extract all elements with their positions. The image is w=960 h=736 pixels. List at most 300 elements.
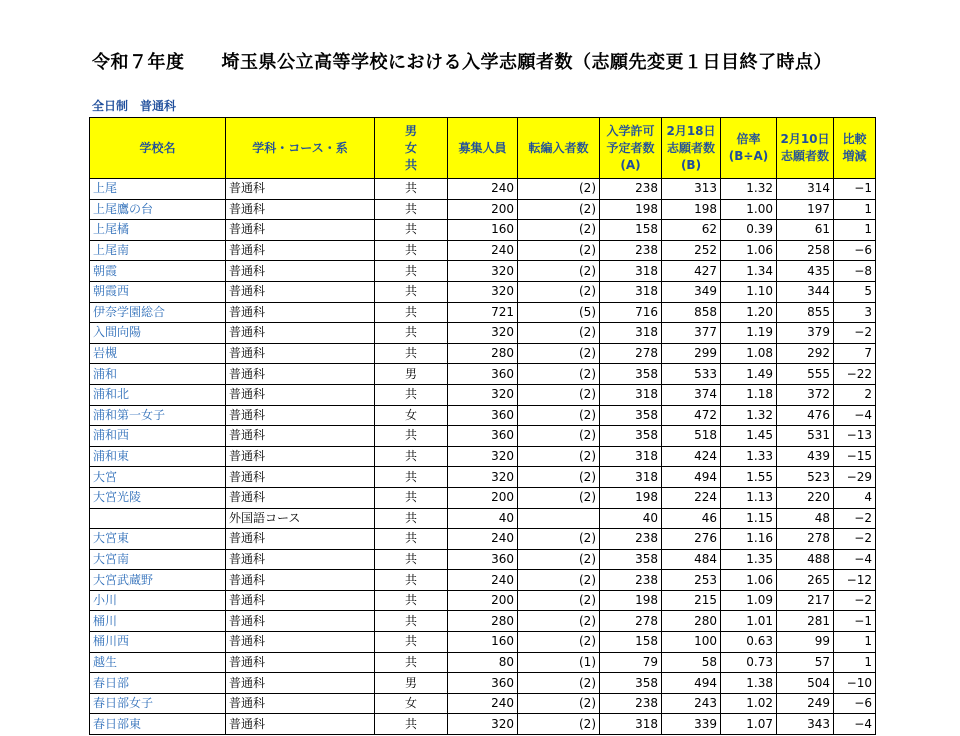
applicants-feb18-cell: 58 [662,652,721,673]
table-row [90,426,876,447]
diff-cell: −2 [834,323,876,344]
course-cell: 普通科 [226,384,375,405]
course-cell: 普通科 [226,487,375,508]
applicants-feb18-cell: 224 [662,487,721,508]
table-row [90,199,876,220]
course-cell: 普通科 [226,467,375,488]
applicants-feb18-cell: 858 [662,302,721,323]
transfer-cell: (1) [518,652,600,673]
diff-cell: 4 [834,487,876,508]
admit-cell: 238 [600,529,662,550]
table-row [90,384,876,405]
diff-cell: 3 [834,302,876,323]
applicants-feb10-cell: 265 [777,570,834,591]
diff-cell: −1 [834,179,876,200]
transfer-cell: (2) [518,570,600,591]
school-name-cell: 大宮 [90,467,226,488]
transfer-cell: (2) [518,693,600,714]
transfer-cell [518,508,600,529]
diff-cell: 2 [834,384,876,405]
recruit-cell: 721 [448,302,518,323]
recruit-cell: 320 [448,281,518,302]
recruit-cell: 240 [448,693,518,714]
gender-cell: 共 [375,529,448,550]
table-row [90,281,876,302]
recruit-cell: 240 [448,240,518,261]
header-school: 学校名 [90,118,226,179]
recruit-cell: 360 [448,549,518,570]
table-row [90,632,876,653]
school-name-cell: 入間向陽 [90,323,226,344]
table-row [90,220,876,241]
table-row [90,652,876,673]
applicants-feb10-cell: 379 [777,323,834,344]
course-cell: 普通科 [226,632,375,653]
applicants-feb10-cell: 372 [777,384,834,405]
ratio-cell: 1.06 [721,240,777,261]
table-row [90,302,876,323]
course-cell: 普通科 [226,179,375,200]
diff-cell: 1 [834,199,876,220]
admit-cell: 358 [600,364,662,385]
recruit-cell: 200 [448,199,518,220]
header-ratio: 倍率 (B÷A) [721,118,777,179]
school-name-cell: 春日部東 [90,714,226,735]
admit-cell: 318 [600,714,662,735]
applicants-feb10-cell: 217 [777,590,834,611]
applicants-feb18-cell: 313 [662,179,721,200]
applicants-feb18-cell: 349 [662,281,721,302]
school-name-cell: 岩槻 [90,343,226,364]
applicants-feb18-cell: 374 [662,384,721,405]
ratio-cell: 1.02 [721,693,777,714]
ratio-cell: 1.09 [721,590,777,611]
table-row [90,323,876,344]
admit-cell: 318 [600,446,662,467]
ratio-cell: 0.63 [721,632,777,653]
header-feb18: 2月18日 志願者数 (B) [662,118,721,179]
diff-cell: −12 [834,570,876,591]
diff-cell: −2 [834,508,876,529]
recruit-cell: 360 [448,426,518,447]
ratio-cell: 1.19 [721,323,777,344]
table-row [90,364,876,385]
recruit-cell: 320 [448,384,518,405]
course-cell: 普通科 [226,364,375,385]
school-name-cell: 大宮光陵 [90,487,226,508]
admit-cell: 318 [600,467,662,488]
recruit-cell: 280 [448,611,518,632]
applicants-feb10-cell: 57 [777,652,834,673]
course-cell: 普通科 [226,590,375,611]
transfer-cell: (2) [518,323,600,344]
ratio-cell: 1.16 [721,529,777,550]
table-row [90,714,876,735]
gender-cell: 女 [375,405,448,426]
applicants-feb10-cell: 278 [777,529,834,550]
ratio-cell: 1.45 [721,426,777,447]
ratio-cell: 1.55 [721,467,777,488]
diff-cell: 1 [834,632,876,653]
table-row [90,611,876,632]
recruit-cell: 40 [448,508,518,529]
table-row [90,590,876,611]
diff-cell: −2 [834,590,876,611]
applicants-feb18-cell: 276 [662,529,721,550]
course-cell: 普通科 [226,220,375,241]
diff-cell: −22 [834,364,876,385]
transfer-cell: (2) [518,467,600,488]
gender-cell: 共 [375,549,448,570]
diff-cell: 1 [834,652,876,673]
course-cell: 外国語コース [226,508,375,529]
recruit-cell: 160 [448,220,518,241]
table-row [90,570,876,591]
applicants-feb10-cell: 249 [777,693,834,714]
transfer-cell: (2) [518,714,600,735]
transfer-cell: (2) [518,611,600,632]
applicants-feb10-cell: 344 [777,281,834,302]
table-row [90,240,876,261]
table-row [90,673,876,694]
course-cell: 普通科 [226,261,375,282]
table-row [90,529,876,550]
applicants-feb18-cell: 424 [662,446,721,467]
transfer-cell: (2) [518,179,600,200]
table-row [90,405,876,426]
ratio-cell: 1.38 [721,673,777,694]
recruit-cell: 80 [448,652,518,673]
school-name-cell: 朝霞西 [90,281,226,302]
gender-cell: 共 [375,487,448,508]
ratio-cell: 1.06 [721,570,777,591]
applicants-feb10-cell: 61 [777,220,834,241]
table-row [90,261,876,282]
recruit-cell: 320 [448,261,518,282]
school-name-cell: 伊奈学園総合 [90,302,226,323]
school-name-cell [90,508,226,529]
applicants-feb18-cell: 472 [662,405,721,426]
gender-cell: 共 [375,632,448,653]
applicants-feb18-cell: 484 [662,549,721,570]
recruit-cell: 360 [448,364,518,385]
diff-cell: 5 [834,281,876,302]
school-name-cell: 浦和西 [90,426,226,447]
school-name-cell: 浦和第一女子 [90,405,226,426]
gender-cell: 共 [375,281,448,302]
header-admit: 入学許可 予定者数 (A) [600,118,662,179]
school-name-cell: 春日部女子 [90,693,226,714]
course-cell: 普通科 [226,323,375,344]
recruit-cell: 160 [448,632,518,653]
diff-cell: −6 [834,240,876,261]
applicants-feb18-cell: 427 [662,261,721,282]
section-subtitle: 全日制 普通科 [92,99,177,113]
admit-cell: 198 [600,199,662,220]
table-row [90,487,876,508]
school-name-cell: 大宮東 [90,529,226,550]
course-cell: 普通科 [226,529,375,550]
gender-cell: 共 [375,508,448,529]
applicants-feb10-cell: 292 [777,343,834,364]
applicants-feb18-cell: 533 [662,364,721,385]
recruit-cell: 240 [448,179,518,200]
gender-cell: 共 [375,426,448,447]
course-cell: 普通科 [226,570,375,591]
recruit-cell: 360 [448,673,518,694]
header-course: 学科・コース・系 [226,118,375,179]
school-name-cell: 上尾橘 [90,220,226,241]
ratio-cell: 1.32 [721,405,777,426]
gender-cell: 共 [375,446,448,467]
ratio-cell: 1.07 [721,714,777,735]
admit-cell: 278 [600,343,662,364]
header-recruit: 募集人員 [448,118,518,179]
diff-cell: −1 [834,611,876,632]
admit-cell: 318 [600,323,662,344]
gender-cell: 共 [375,590,448,611]
admit-cell: 238 [600,693,662,714]
transfer-cell: (2) [518,343,600,364]
ratio-cell: 1.01 [721,611,777,632]
gender-cell: 共 [375,467,448,488]
school-name-cell: 春日部 [90,673,226,694]
diff-cell: −13 [834,426,876,447]
gender-cell: 共 [375,384,448,405]
applicants-feb10-cell: 855 [777,302,834,323]
table-row [90,446,876,467]
ratio-cell: 1.33 [721,446,777,467]
applicants-feb10-cell: 531 [777,426,834,447]
transfer-cell: (2) [518,199,600,220]
header-feb10: 2月10日 志願者数 [777,118,834,179]
transfer-cell: (2) [518,240,600,261]
diff-cell: −4 [834,405,876,426]
school-name-cell: 桶川 [90,611,226,632]
admit-cell: 318 [600,384,662,405]
transfer-cell: (2) [518,549,600,570]
recruit-cell: 200 [448,487,518,508]
transfer-cell: (2) [518,529,600,550]
ratio-cell: 1.34 [721,261,777,282]
diff-cell: 7 [834,343,876,364]
ratio-cell: 1.18 [721,384,777,405]
school-name-cell: 上尾南 [90,240,226,261]
table-row [90,693,876,714]
school-name-cell: 上尾鷹の台 [90,199,226,220]
gender-cell: 共 [375,323,448,344]
ratio-cell: 0.39 [721,220,777,241]
applicants-feb18-cell: 252 [662,240,721,261]
gender-cell: 女 [375,693,448,714]
applicants-feb18-cell: 339 [662,714,721,735]
admit-cell: 358 [600,673,662,694]
admit-cell: 716 [600,302,662,323]
applicants-feb10-cell: 439 [777,446,834,467]
table-row [90,508,876,529]
ratio-cell: 1.13 [721,487,777,508]
header-diff: 比較 増減 [834,118,876,179]
document-title: 令和７年度 埼玉県公立高等学校における入学志願者数（志願先変更１日目終了時点） [92,52,832,73]
transfer-cell: (2) [518,384,600,405]
gender-cell: 共 [375,343,448,364]
school-name-cell: 浦和東 [90,446,226,467]
applicants-feb10-cell: 99 [777,632,834,653]
course-cell: 普通科 [226,549,375,570]
applicants-feb18-cell: 62 [662,220,721,241]
ratio-cell: 1.08 [721,343,777,364]
admit-cell: 358 [600,405,662,426]
table-row [90,179,876,200]
gender-cell: 共 [375,199,448,220]
school-name-cell: 大宮武蔵野 [90,570,226,591]
transfer-cell: (2) [518,673,600,694]
diff-cell: −4 [834,714,876,735]
applicants-feb10-cell: 343 [777,714,834,735]
applicants-feb18-cell: 215 [662,590,721,611]
school-name-cell: 上尾 [90,179,226,200]
applicants-feb18-cell: 243 [662,693,721,714]
applicants-feb18-cell: 100 [662,632,721,653]
gender-cell: 共 [375,611,448,632]
applicants-feb10-cell: 314 [777,179,834,200]
gender-cell: 共 [375,179,448,200]
course-cell: 普通科 [226,673,375,694]
diff-cell: −2 [834,529,876,550]
course-cell: 普通科 [226,343,375,364]
applicants-feb18-cell: 280 [662,611,721,632]
course-cell: 普通科 [226,446,375,467]
course-cell: 普通科 [226,302,375,323]
recruit-cell: 240 [448,529,518,550]
school-name-cell: 桶川西 [90,632,226,653]
admit-cell: 238 [600,570,662,591]
admit-cell: 40 [600,508,662,529]
admit-cell: 278 [600,611,662,632]
applicants-feb18-cell: 198 [662,199,721,220]
gender-cell: 男 [375,673,448,694]
applicants-feb18-cell: 377 [662,323,721,344]
applicants-feb18-cell: 494 [662,673,721,694]
transfer-cell: (2) [518,487,600,508]
school-name-cell: 朝霞 [90,261,226,282]
applicants-feb10-cell: 48 [777,508,834,529]
admit-cell: 198 [600,590,662,611]
transfer-cell: (2) [518,590,600,611]
transfer-cell: (5) [518,302,600,323]
table-row [90,343,876,364]
admit-cell: 358 [600,426,662,447]
ratio-cell: 1.00 [721,199,777,220]
admit-cell: 158 [600,220,662,241]
recruit-cell: 280 [448,343,518,364]
school-name-cell: 小川 [90,590,226,611]
applicants-feb18-cell: 299 [662,343,721,364]
applicants-feb10-cell: 476 [777,405,834,426]
ratio-cell: 1.32 [721,179,777,200]
diff-cell: −15 [834,446,876,467]
course-cell: 普通科 [226,693,375,714]
admit-cell: 79 [600,652,662,673]
course-cell: 普通科 [226,405,375,426]
applicants-feb10-cell: 197 [777,199,834,220]
diff-cell: −10 [834,673,876,694]
ratio-cell: 1.15 [721,508,777,529]
applicants-feb10-cell: 281 [777,611,834,632]
gender-cell: 共 [375,652,448,673]
table-row [90,467,876,488]
recruit-cell: 320 [448,446,518,467]
course-cell: 普通科 [226,240,375,261]
gender-cell: 共 [375,570,448,591]
recruit-cell: 360 [448,405,518,426]
applicants-feb10-cell: 488 [777,549,834,570]
applicants-feb18-cell: 494 [662,467,721,488]
applicants-feb10-cell: 504 [777,673,834,694]
admit-cell: 238 [600,240,662,261]
school-name-cell: 大宮南 [90,549,226,570]
header-gender: 男 女 共 [375,118,448,179]
transfer-cell: (2) [518,261,600,282]
admit-cell: 238 [600,179,662,200]
course-cell: 普通科 [226,199,375,220]
transfer-cell: (2) [518,426,600,447]
transfer-cell: (2) [518,364,600,385]
transfer-cell: (2) [518,446,600,467]
course-cell: 普通科 [226,714,375,735]
diff-cell: −6 [834,693,876,714]
recruit-cell: 320 [448,714,518,735]
transfer-cell: (2) [518,281,600,302]
applicants-feb10-cell: 435 [777,261,834,282]
recruit-cell: 320 [448,323,518,344]
applicants-feb10-cell: 523 [777,467,834,488]
ratio-cell: 1.20 [721,302,777,323]
gender-cell: 共 [375,261,448,282]
header-transfer: 転編入者数 [518,118,600,179]
transfer-cell: (2) [518,405,600,426]
table-row [90,549,876,570]
course-cell: 普通科 [226,281,375,302]
admit-cell: 158 [600,632,662,653]
diff-cell: −4 [834,549,876,570]
admit-cell: 318 [600,281,662,302]
diff-cell: 1 [834,220,876,241]
school-name-cell: 浦和 [90,364,226,385]
applicants-feb10-cell: 220 [777,487,834,508]
recruit-cell: 200 [448,590,518,611]
school-name-cell: 浦和北 [90,384,226,405]
gender-cell: 共 [375,714,448,735]
applicants-feb18-cell: 518 [662,426,721,447]
applicants-feb10-cell: 258 [777,240,834,261]
applicants-table [89,117,876,735]
ratio-cell: 1.35 [721,549,777,570]
gender-cell: 共 [375,302,448,323]
course-cell: 普通科 [226,652,375,673]
applicants-feb10-cell: 555 [777,364,834,385]
admit-cell: 358 [600,549,662,570]
course-cell: 普通科 [226,426,375,447]
transfer-cell: (2) [518,220,600,241]
gender-cell: 共 [375,240,448,261]
applicants-feb18-cell: 46 [662,508,721,529]
diff-cell: −8 [834,261,876,282]
recruit-cell: 320 [448,467,518,488]
school-name-cell: 越生 [90,652,226,673]
gender-cell: 共 [375,220,448,241]
diff-cell: −29 [834,467,876,488]
